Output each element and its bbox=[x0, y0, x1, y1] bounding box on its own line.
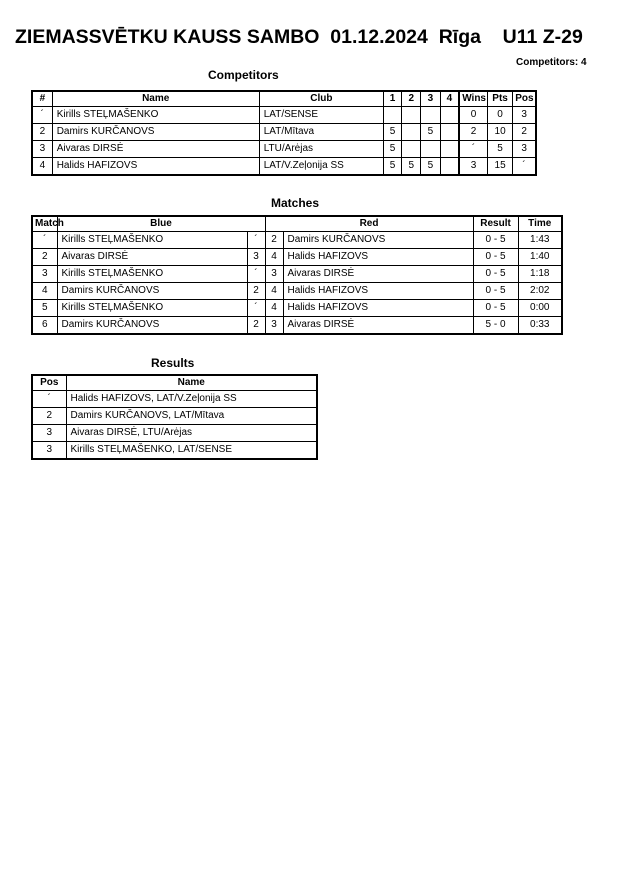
competitor-num: 2 bbox=[32, 124, 52, 141]
result-row bbox=[32, 391, 317, 408]
match-time: 0:00 bbox=[518, 300, 562, 317]
red-competitor: Aivaras DIRSĖ bbox=[283, 266, 473, 283]
col-match-header: Match bbox=[32, 216, 57, 232]
blue-competitor: Kirills STEĻMAŠENKO bbox=[57, 300, 247, 317]
result-row bbox=[32, 442, 317, 460]
red-number: 4 bbox=[265, 283, 283, 300]
match-row bbox=[32, 249, 562, 266]
match-row bbox=[32, 300, 562, 317]
competitors-header-row bbox=[32, 91, 536, 107]
competitor-wins: 2 bbox=[459, 124, 487, 141]
red-competitor: Halids HAFIZOVS bbox=[283, 283, 473, 300]
competitor-pts: 15 bbox=[487, 158, 512, 176]
match-number: 6 bbox=[32, 317, 57, 335]
competitor-r4 bbox=[440, 158, 459, 176]
red-competitor: Halids HAFIZOVS bbox=[283, 249, 473, 266]
competitors-count: Competitors: 4 bbox=[516, 57, 587, 68]
match-number: 3 bbox=[32, 266, 57, 283]
col-name-header: Name bbox=[52, 91, 259, 107]
page-title: ZIEMASSVĒTKU KAUSS SAMBO 01.12.2024 Rīga U11 Z-29 bbox=[15, 26, 583, 48]
competitor-row bbox=[32, 124, 536, 141]
competitor-name: Kirills STEĻMAŠENKO bbox=[52, 107, 259, 124]
col-r3-header: 3 bbox=[421, 91, 440, 107]
competitor-wins: 3 bbox=[459, 158, 487, 176]
competitor-r4 bbox=[440, 107, 459, 124]
competitor-r2: 5 bbox=[402, 158, 421, 176]
competitor-row bbox=[32, 158, 536, 176]
competitor-r3 bbox=[421, 107, 440, 124]
competitor-pos: 3 bbox=[513, 107, 536, 124]
blue-competitor: Kirills STEĻMAŠENKO bbox=[57, 266, 247, 283]
competitor-r4 bbox=[440, 124, 459, 141]
results-section-title: Results bbox=[151, 356, 195, 370]
blue-number: 2 bbox=[247, 317, 265, 335]
competitor-pos: 3 bbox=[513, 141, 536, 158]
col-r4-header: 4 bbox=[440, 91, 459, 107]
competitor-pos: 2 bbox=[513, 124, 536, 141]
red-number: 4 bbox=[265, 249, 283, 266]
col-pos-header: Pos bbox=[513, 91, 536, 107]
col-result-header: Result bbox=[473, 216, 518, 232]
result-name: Kirills STEĻMAŠENKO, LAT/SENSE bbox=[66, 442, 317, 460]
match-row bbox=[32, 232, 562, 249]
blue-number: 3 bbox=[247, 249, 265, 266]
col-num-header: # bbox=[32, 91, 52, 107]
competitor-r4 bbox=[440, 141, 459, 158]
match-result: 5 - 0 bbox=[473, 317, 518, 335]
result-name: Halids HAFIZOVS, LAT/V.Zeļonija SS bbox=[66, 391, 317, 408]
col-r1-header: 1 bbox=[383, 91, 401, 107]
result-row bbox=[32, 425, 317, 442]
competitor-row bbox=[32, 107, 536, 124]
results-table bbox=[31, 374, 318, 460]
match-time: 1:18 bbox=[518, 266, 562, 283]
blue-competitor: Damirs KURČANOVS bbox=[57, 317, 247, 335]
competitor-r2 bbox=[402, 141, 421, 158]
blue-competitor: Kirills STEĻMAŠENKO bbox=[57, 232, 247, 249]
competitors-table bbox=[31, 90, 537, 176]
competitor-pts: 0 bbox=[487, 107, 512, 124]
competitor-wins: 0 bbox=[459, 107, 487, 124]
match-row bbox=[32, 266, 562, 283]
result-name: Damirs KURČANOVS, LAT/Mītava bbox=[66, 408, 317, 425]
blue-number: ´ bbox=[247, 300, 265, 317]
competitor-r3: 5 bbox=[421, 158, 440, 176]
col-wins-header: Wins bbox=[459, 91, 487, 107]
matches-header-row bbox=[32, 216, 562, 232]
competitor-r2 bbox=[402, 107, 421, 124]
competitor-club: LAT/Mītava bbox=[259, 124, 383, 141]
result-row bbox=[32, 408, 317, 425]
competitors-section-title: Competitors bbox=[208, 68, 279, 82]
col-blue-header: Blue bbox=[57, 216, 265, 232]
matches-section-title: Matches bbox=[271, 196, 320, 210]
match-result: 0 - 5 bbox=[473, 300, 518, 317]
blue-number: ´ bbox=[247, 232, 265, 249]
competitor-r1: 5 bbox=[383, 158, 401, 176]
red-competitor: Halids HAFIZOVS bbox=[283, 300, 473, 317]
competitor-r1 bbox=[383, 107, 401, 124]
red-competitor: Damirs KURČANOVS bbox=[283, 232, 473, 249]
competitor-wins: ´ bbox=[459, 141, 487, 158]
blue-number: 2 bbox=[247, 283, 265, 300]
red-number: 4 bbox=[265, 300, 283, 317]
competitor-r1: 5 bbox=[383, 124, 401, 141]
match-time: 2:02 bbox=[518, 283, 562, 300]
result-name: Aivaras DIRSĖ, LTU/Arėjas bbox=[66, 425, 317, 442]
competitor-r3: 5 bbox=[421, 124, 440, 141]
competitor-r1: 5 bbox=[383, 141, 401, 158]
match-time: 0:33 bbox=[518, 317, 562, 335]
competitor-club: LAT/SENSE bbox=[259, 107, 383, 124]
match-result: 0 - 5 bbox=[473, 283, 518, 300]
result-pos: ´ bbox=[32, 391, 66, 408]
match-row bbox=[32, 317, 562, 335]
competitor-pts: 5 bbox=[487, 141, 512, 158]
blue-competitor: Damirs KURČANOVS bbox=[57, 283, 247, 300]
col-red-header: Red bbox=[265, 216, 473, 232]
col-result-name-header: Name bbox=[66, 375, 317, 391]
result-pos: 3 bbox=[32, 425, 66, 442]
red-number: 2 bbox=[265, 232, 283, 249]
result-pos: 2 bbox=[32, 408, 66, 425]
competitor-club: LAT/V.Zeļonija SS bbox=[259, 158, 383, 176]
match-result: 0 - 5 bbox=[473, 232, 518, 249]
match-result: 0 - 5 bbox=[473, 266, 518, 283]
match-time: 1:40 bbox=[518, 249, 562, 266]
match-number: 2 bbox=[32, 249, 57, 266]
col-club-header: Club bbox=[259, 91, 383, 107]
competitor-name: Halids HAFIZOVS bbox=[52, 158, 259, 176]
match-number: 5 bbox=[32, 300, 57, 317]
red-number: 3 bbox=[265, 317, 283, 335]
competitor-pos: ´ bbox=[513, 158, 536, 176]
match-number: 4 bbox=[32, 283, 57, 300]
competitor-num: 3 bbox=[32, 141, 52, 158]
competitor-num: ´ bbox=[32, 107, 52, 124]
competitor-pts: 10 bbox=[487, 124, 512, 141]
competitor-r3 bbox=[421, 141, 440, 158]
match-result: 0 - 5 bbox=[473, 249, 518, 266]
col-result-pos-header: Pos bbox=[32, 375, 66, 391]
result-pos: 3 bbox=[32, 442, 66, 460]
red-competitor: Aivaras DIRSĖ bbox=[283, 317, 473, 335]
competitor-row bbox=[32, 141, 536, 158]
competitor-num: 4 bbox=[32, 158, 52, 176]
match-row bbox=[32, 283, 562, 300]
blue-competitor: Aivaras DIRSĖ bbox=[57, 249, 247, 266]
competitor-r2 bbox=[402, 124, 421, 141]
col-pts-header: Pts bbox=[487, 91, 512, 107]
red-number: 3 bbox=[265, 266, 283, 283]
competitor-club: LTU/Arėjas bbox=[259, 141, 383, 158]
competitor-name: Damirs KURČANOVS bbox=[52, 124, 259, 141]
match-time: 1:43 bbox=[518, 232, 562, 249]
blue-number: ´ bbox=[247, 266, 265, 283]
results-header-row bbox=[32, 375, 317, 391]
competitor-name: Aivaras DIRSĖ bbox=[52, 141, 259, 158]
col-time-header: Time bbox=[518, 216, 562, 232]
match-number: ´ bbox=[32, 232, 57, 249]
col-r2-header: 2 bbox=[402, 91, 421, 107]
matches-table bbox=[31, 215, 563, 335]
